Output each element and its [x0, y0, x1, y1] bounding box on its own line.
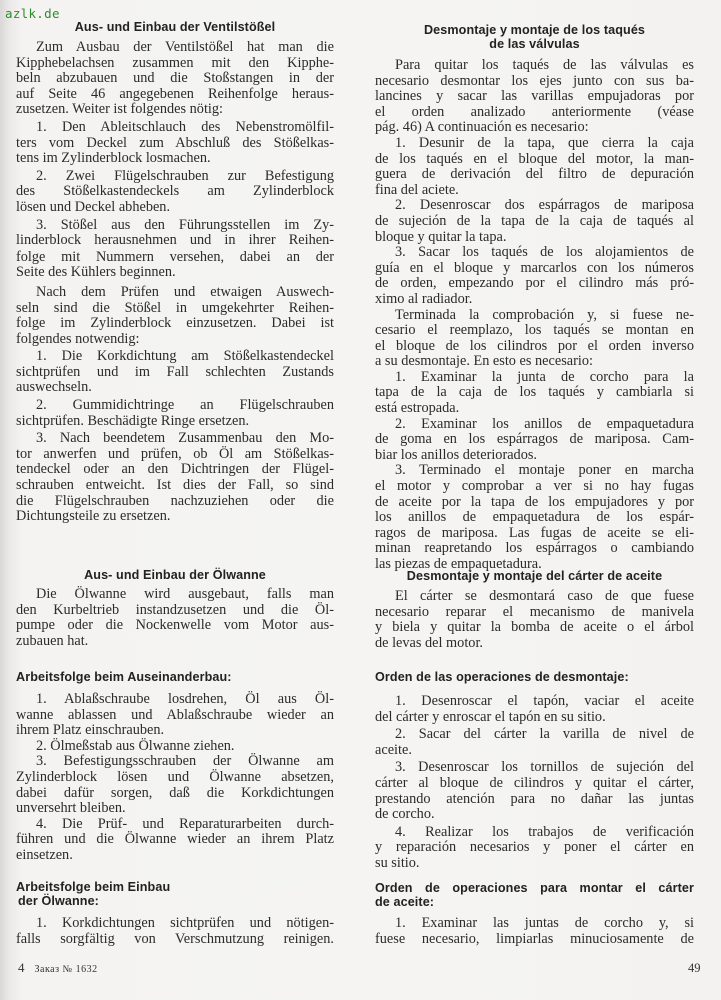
text-line: 2. Sacar del cárter la varilla de nivel de — [395, 726, 694, 743]
text-line: lancines y sacar las varillas empujadoras por — [375, 88, 694, 105]
text-line: die Flügelschrauben nachzuziehen oder die — [16, 492, 334, 509]
text-line: prestando atención para no dañar las juntas — [375, 790, 694, 807]
text-line: de corcho. — [375, 806, 435, 823]
text-line: pág. 46) A continuación es necesario: — [375, 119, 589, 136]
section-title: Arbeitsfolge beim Auseinanderbau: — [16, 670, 232, 684]
text-line: 1. Den Ableitschlauch des Nebenstromölfil- — [36, 118, 334, 135]
text-line: Die Ölwanne wird ausgebaut, falls man — [36, 586, 334, 602]
text-line: des Stößelkastendeckels am Zylinderblock — [16, 183, 334, 200]
text-line: de aceite por la tapa de los empujadores y por — [375, 493, 694, 510]
text-line: ragos de mariposa. Las fugas de aceite se eli- — [375, 524, 694, 541]
text-line: 1. Korkdichtungen sichtprüfen und nötigen- — [36, 915, 334, 931]
print-order-number: Заказ № 1632 — [34, 964, 98, 975]
text-line: 1. Desenroscar el tapón, vaciar el aceite — [395, 693, 694, 709]
text-line: den Kurbeltrieb instandzusetzen und die Öl- — [16, 601, 334, 618]
text-line: führen und die Ölwanne wieder an ihrem Platz — [16, 831, 334, 848]
text-line: tor anwerfen und prüfen, ob Öl am Stößelkas- — [16, 445, 334, 462]
text-line: dabei dafür sorgen, daß die Korkdichtungen — [16, 784, 334, 801]
text-line: El cárter se desmontará caso de que fuese — [395, 588, 694, 604]
footer-left — [18, 960, 98, 976]
text-line: 1. Ablaßschraube losdrehen, Öl aus Öl- — [36, 691, 334, 707]
text-line: 1. Desunir de la tapa, que cierra la caja — [395, 134, 694, 151]
text-line: necesario reparar el mecanismo de manivela — [375, 603, 694, 620]
text-line: 2. Examinar los anillos de empaquetadura — [395, 415, 694, 432]
section-body — [16, 40, 334, 525]
text-line: sichtprüfen. Beschädigte Ringe ersetzen. — [16, 412, 250, 429]
text-line: schrauben entweicht. Ist dies der Fall, so sind — [16, 477, 334, 494]
text-line: el motor y comprobar a ver si no hay fugas — [375, 478, 694, 495]
text-line: fina del aciete. — [375, 181, 459, 198]
text-line: guera de derivación del filtro de depuración — [375, 166, 694, 183]
section-body — [16, 916, 334, 947]
text-line: Dichtungsteile zu ersetzen. — [16, 508, 171, 525]
text-line: pumpe oder die Nockenwelle vom Motor aus- — [16, 617, 334, 634]
section-body — [375, 589, 694, 651]
section-title — [375, 23, 694, 51]
text-line: Terminada la comprobación y, si fuese ne- — [395, 306, 694, 323]
text-line: 3. Befestigungsschrauben der Ölwanne am — [36, 753, 334, 770]
text-line: einsetzen. — [16, 846, 73, 863]
text-line: beln abzubauen und die Stoßstangen in der — [16, 70, 334, 87]
section-body — [375, 916, 694, 947]
text-line: Zylinderblock lösen und Ölwanne absetzen, — [16, 768, 334, 785]
section-title: Orden de las operaciones de desmontaje: — [375, 670, 629, 684]
text-line: 3. Nach beendetem Zusammenbau den Mo- — [36, 430, 334, 447]
text-line: 1. Examinar la junta de corcho para la — [395, 368, 694, 385]
section-body — [16, 587, 334, 649]
text-line: 2. Ölmeßstab aus Ölwanne ziehen. — [36, 737, 235, 754]
text-line: de goma en los espárragos de mariposa. Cam- — [375, 431, 694, 448]
text-line: aceite. — [375, 741, 412, 758]
text-line: y reparación necesarios y poner el cárter en — [375, 839, 694, 856]
text-line: lösen und Deckel abheben. — [16, 198, 171, 215]
text-line: fuese necesario, limpiarlas minuciosamente de — [375, 930, 694, 947]
text-line: folge mit Nummern versehen, dabei an der — [16, 248, 334, 265]
text-line: Seite des Kühlers beginnen. — [16, 264, 176, 281]
text-line: folgendes notwendig: — [16, 330, 140, 347]
text-line: el bloque de los cilindros por el orden inverso — [375, 337, 694, 354]
text-line: a su desmontaje. En esto es necesario: — [375, 353, 593, 370]
text-line: falls sorgfältig von Verschmutzung reinigen. — [16, 930, 334, 947]
text-line: necesario desmontar los ejes junto con sus ba- — [375, 72, 694, 89]
text-line: tens im Zylinderblock losmachen. — [16, 150, 211, 167]
section-title-line: Orden de operaciones para montar el cárter — [375, 881, 694, 895]
text-line: el orden analizado anteriormente (véase — [375, 103, 694, 120]
text-line: auf Seite 46 angegebenen Reihenfolge heraus- — [16, 85, 334, 102]
text-line: wanne ablassen und Ablaßschraube wieder an — [16, 706, 334, 723]
text-line: 2. Desenroscar dos espárragos de mariposa — [395, 197, 694, 214]
section-title — [16, 880, 334, 908]
text-line: 3. Stößel aus den Führungsstellen im Zy- — [36, 216, 334, 233]
text-line: tendeckel oder an den Dichtringen der Flügel- — [16, 461, 334, 478]
section-title — [375, 881, 694, 909]
text-line: ximo al radiador. — [375, 290, 473, 307]
text-line: bloque y quitar la tapa. — [375, 228, 507, 245]
text-line: 3. Desenroscar los tornillos de sujeción del — [395, 759, 694, 776]
text-line: y biela y quitar la bomba de aceite o el árbol — [375, 619, 694, 636]
text-line: 3. Terminado el montaje poner en marcha — [395, 462, 694, 479]
text-line: Nach dem Prüfen und etwaigen Auswech- — [36, 283, 334, 300]
text-line: de levas del motor. — [375, 634, 483, 651]
text-line: su sitio. — [375, 854, 420, 871]
page-number-right: 49 — [688, 961, 701, 975]
text-line: guía en el bloque y marcarlos con los números — [375, 259, 694, 276]
text-line: zusetzen. Weiter ist folgendes nötig: — [16, 101, 224, 118]
text-line: los anillos de empaquetadura de los espár- — [375, 509, 694, 526]
section-title: Aus- und Einbau der Ventilstößel — [74, 20, 276, 34]
watermark: azlk.de — [5, 6, 60, 21]
section-title-line: der Ölwanne: — [18, 894, 99, 908]
text-line: Para quitar los taqués de las válvulas es — [395, 57, 694, 73]
section-body — [16, 692, 334, 864]
page-number-left: 4 — [18, 960, 25, 975]
text-line: 1. Die Korkdichtung am Stößelkastendeckel — [36, 348, 334, 365]
text-line: 2. Zwei Flügelschrauben zur Befestigung — [36, 167, 334, 184]
text-line: unversehrt bleiben. — [16, 800, 126, 817]
text-line: 3. Sacar los taqués de los alojamientos de — [395, 244, 694, 261]
text-line: de sujeción de la tapa de la caja de taqués al — [375, 212, 694, 229]
text-line: biar los anillos deteriorados. — [375, 446, 537, 463]
text-line: está estropada. — [375, 400, 460, 417]
text-line: Zum Ausbau der Ventilstößel hat man die — [36, 39, 334, 55]
text-line: minan reapretando los espárragos o cambiando — [375, 540, 694, 557]
text-line: cárter al bloque de cilindros y quitar el cárter, — [375, 774, 694, 791]
section-body — [375, 694, 694, 872]
text-line: ters vom Deckel zum Abschluß des Stößelkas- — [16, 134, 334, 151]
text-line: del cárter y enroscar el tapón en su sitio. — [375, 708, 606, 725]
text-line: seln sind die Stößel in umgekehrter Reihen- — [16, 299, 334, 316]
text-line: 4. Realizar los trabajos de verificación — [395, 823, 694, 840]
section-title-line: Desmontaje y montaje de los taqués — [423, 23, 646, 37]
text-line: 2. Gummidichtringe an Flügelschrauben — [36, 397, 334, 414]
text-line: de los taqués en el bloque del motor, la man- — [375, 150, 694, 167]
text-line: linderblock herausnehmen und in ihrer Reihen- — [16, 232, 334, 249]
text-line: de orden, empezando por el cilindro más pró- — [375, 275, 694, 292]
text-line: folge im Zylinderblock einzusetzen. Dabei ist — [16, 315, 334, 332]
section-title-line: Arbeitsfolge beim Einbau — [16, 880, 171, 894]
text-line: 4. Die Prüf- und Reparaturarbeiten durch- — [36, 815, 334, 832]
text-line: sichtprüfen und im Fall schlechten Zustands — [16, 363, 334, 380]
section-title-line: de aceite: — [375, 895, 435, 909]
text-line: cesario el reemplazo, los taqués se montan en — [375, 322, 694, 339]
section-title: Desmontaje y montaje del cárter de aceite — [406, 569, 663, 583]
text-line: las piezas de empaquetadura. — [375, 556, 542, 572]
section-title-line: de las válvulas — [489, 37, 580, 51]
text-line: 1. Examinar las juntas de corcho y, si — [395, 915, 694, 931]
text-line: zubauen hat. — [16, 632, 89, 649]
text-line: tapa de la caja de los taqués y cambiarla si — [375, 384, 694, 401]
text-line: ihrem Platz einschrauben. — [16, 722, 165, 739]
section-title: Aus- und Einbau der Ölwanne — [84, 568, 266, 582]
text-line: Kipphebelachsen zusammen mit den Kipphe- — [16, 54, 334, 71]
text-line: auswechseln. — [16, 379, 92, 396]
section-body — [375, 58, 694, 573]
